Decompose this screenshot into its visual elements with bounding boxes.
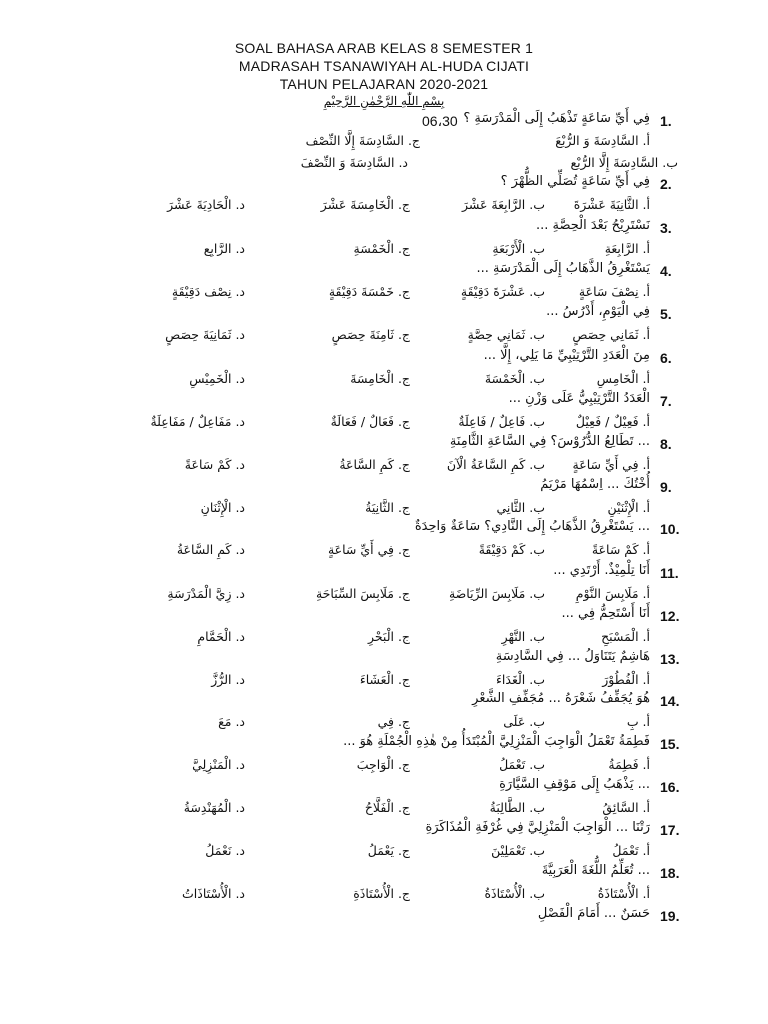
question-text: رَتْنَا ... الْوَاجِبَ الْمَنْزِلِيَّ فِي غُرْفَةِ الْمُذَاكَرَةِ: [425, 820, 650, 835]
answer-option[interactable]: ج. الْخَامِسَةَ: [350, 371, 410, 386]
question-text: مِنَ الْعَدَدِ التَّرْتِيْبِيِّ مَا يَلِي، إِلَّا ...: [483, 348, 650, 363]
option-row: [177, 542, 650, 557]
answer-option[interactable]: د. الرَّابِع: [203, 241, 245, 256]
question-number: 8.: [660, 436, 672, 452]
answer-option[interactable]: أ. تَعْمَلُ: [612, 843, 650, 858]
answer-option[interactable]: ج. الْعَشَاءَ: [359, 672, 410, 687]
answer-option[interactable]: ج. فِي أَيِّ سَاعَةٍ: [327, 542, 410, 557]
question-text: نَسْتَرِيْحُ بَعْدَ الْحِصَّةِ ...: [535, 218, 650, 233]
question-text: أَنَا تِلْمِيْذٌ. أَرْتَدِي ...: [553, 563, 650, 578]
answer-option[interactable]: د. كَمْ سَاعَةً: [184, 457, 245, 472]
answer-option[interactable]: ج. الْخَمْسَةِ: [353, 241, 410, 256]
question-text: ... تَطَالِعُ الدُّرُوْسَ؟ فِي السَّاعَةِ الثَّامِنَةِ: [449, 434, 650, 449]
option-row: [218, 714, 650, 729]
answer-option[interactable]: أ. فَعِيْلٌ / فَعِيْلٌ: [575, 414, 650, 429]
question-text: هَاشِمٌ يَتَنَاوَلُ ... فِي السَّادِسَةِ: [495, 649, 650, 664]
answer-option[interactable]: د. مَفَاعِلٌ / مَفَاعِلَةٌ: [150, 414, 245, 429]
answer-option[interactable]: ب. الْأُسْتَاذَةُ: [484, 886, 545, 901]
answer-option[interactable]: ب. تَعْمَلِيْنَ: [491, 843, 545, 858]
answer-option[interactable]: ب. الثَّانِي: [496, 500, 545, 515]
title-line-3: TAHUN PELAJARAN 2020-2021: [279, 76, 489, 92]
question-number: 1.: [660, 113, 672, 129]
answer-option[interactable]: أ. بِ: [626, 714, 650, 729]
answer-option[interactable]: أ. الْخَامِسِ: [596, 371, 650, 386]
answer-option[interactable]: أ. السَّادِسَةَ وَ الرُّبْعَ: [555, 133, 650, 148]
question-text: هُوَ يُجَفِّفُ شَعْرَهُ ... مُجَفِّفِ الشَّعْرِ: [472, 691, 650, 706]
question-text: فَطِمَةُ تَعْمَلُ الْوَاجِبَ الْمَنْزِلِيَّ الْمُبْتَدَأُ مِنْ هٰذِهِ الْجُمْلَةِ هُوَ ...: [343, 734, 650, 749]
option-row: [150, 414, 650, 429]
answer-option[interactable]: ب. الطَّالِبَةُ: [489, 800, 545, 815]
answer-option[interactable]: د. الْخَمِيْسِ: [189, 371, 245, 386]
answer-option[interactable]: ب. السَّادِسَةَ إِلَّا الرُّبْع: [570, 155, 678, 170]
answer-option[interactable]: ب. كَمِ السَّاعَةُ الْآنَ: [446, 457, 545, 472]
question-text: يَسْتَغْرِقُ الذَّهَابُ إِلَى الْمَدْرَسَةِ ...: [476, 261, 650, 276]
answer-option[interactable]: أ. الْإِثْنَيْنِ: [607, 500, 650, 515]
answer-option[interactable]: أ. الْفُطُوْرَ: [602, 672, 650, 687]
option-row: [205, 843, 650, 858]
answer-option[interactable]: أ. الرَّابِعَةِ: [604, 241, 650, 256]
question-number: 5.: [660, 306, 672, 322]
answer-option[interactable]: ب. الْخَمْسَةَ: [484, 371, 545, 386]
answer-option[interactable]: ج. الْبَحْرِ: [367, 629, 410, 644]
answer-option[interactable]: ج. الثَّانِيَةُ: [365, 500, 410, 515]
option-row: [167, 586, 650, 601]
answer-option[interactable]: د. الْأُسْتَاذَاتُ: [182, 886, 245, 901]
answer-option[interactable]: ج. الْوَاجِبَ: [356, 757, 410, 772]
question-text: فِي أَيِّ سَاعَةٍ تَذْهَبُ إِلَى الْمَدْرَسَةِ ؟: [463, 111, 650, 126]
question-text: أُخْتُكَ ... اِسْمُهَا مَرْيَمُ: [540, 477, 650, 492]
question-number: 9.: [660, 479, 672, 495]
option-row: [306, 133, 650, 148]
question-number: 11.: [660, 565, 679, 581]
answer-option[interactable]: أ. فِي أَيِّ سَاعَةٍ: [572, 457, 650, 472]
answer-option[interactable]: د. الْمُهَنْدِسَةُ: [183, 800, 245, 815]
question-number: 4.: [660, 263, 672, 279]
answer-option[interactable]: ج. ثَامِنَةَ حِصَصٍ: [331, 327, 410, 342]
option-row: [201, 500, 650, 515]
answer-option[interactable]: د. زِيَّ الْمَدْرَسَةِ: [167, 586, 245, 601]
answer-option[interactable]: ب. كَمْ دَقِيْقَةً: [478, 542, 545, 557]
answer-option[interactable]: ب. الْأَرْبَعَةِ: [492, 241, 545, 256]
answer-option[interactable]: ج. فَعَالٌ / فَعَالَةٌ: [330, 414, 410, 429]
answer-option[interactable]: د. السَّادِسَةَ وَ النِّصْفَ: [300, 155, 408, 170]
answer-option[interactable]: ب. عَلَى: [503, 714, 545, 729]
question-number: 7.: [660, 393, 672, 409]
question-number: 16.: [660, 779, 680, 795]
answer-option[interactable]: د. الْحَمَّامِ: [197, 629, 245, 644]
question-number: 12.: [660, 608, 680, 624]
option-row: [189, 371, 650, 386]
answer-option[interactable]: د. الْإِثْنَانِ: [200, 500, 245, 515]
option-row: [197, 629, 650, 644]
title-line-2: MADRASAH TSANAWIYAH AL-HUDA CIJATI: [238, 58, 530, 74]
question-text: الْعَدَدُ التَّرْتِيْبِيُّ عَلَى وَزْنِ ...: [508, 391, 650, 406]
question-text: ... يَذْهَبُ إِلَى مَوْقِفِ السَّيَّارَةِ: [499, 777, 650, 792]
question-number: 18.: [660, 865, 680, 881]
answer-option[interactable]: د. ثَمَانِيَةَ حِصَصٍ: [165, 327, 245, 342]
answer-option[interactable]: د. نَعْمَلُ: [205, 843, 245, 858]
answer-option[interactable]: د. الْحَادِيَةَ عَشْرَ: [167, 197, 245, 212]
question-number: 13.: [660, 651, 680, 667]
answer-option[interactable]: ج. الْخَامِسَةَ عَشْرَ: [320, 197, 410, 212]
answer-option[interactable]: د. كَمِ السَّاعَةُ: [176, 542, 245, 557]
question-text: ... يَسْتَغْرِقُ الذَّهَابُ إِلَى النَّادِي؟ سَاعَةٌ وَاحِدَةٌ: [414, 519, 650, 534]
answer-option[interactable]: ب. الْغَدَاءَ: [496, 672, 545, 687]
option-row: [192, 757, 650, 772]
title-line-1: SOAL BAHASA ARAB KELAS 8 SEMESTER 1: [234, 40, 534, 56]
question-number: 15.: [660, 736, 680, 752]
basmala: بِسْمِ اللّٰهِ الرَّحْمٰنِ الرَّحِيْمِ: [323, 94, 445, 108]
question-text: حَسَنٌ ... أَمَامَ الْفَصْلِ: [537, 906, 650, 921]
answer-option[interactable]: أ. السَّائِقُ: [602, 800, 650, 815]
option-row: [172, 284, 650, 299]
option-row: [185, 457, 650, 472]
question-number: 10.: [660, 521, 680, 537]
question-number: 6.: [660, 350, 672, 366]
answer-option[interactable]: أ. نِصْفَ سَاعَةٍ: [578, 284, 650, 299]
answer-option[interactable]: أ. مَلَابِسَ النَّوْمِ: [575, 586, 650, 601]
answer-option[interactable]: د. الرُّزَّ: [211, 672, 245, 687]
answer-option[interactable]: ج. كَمِ السَّاعَةُ: [339, 457, 410, 472]
answer-option[interactable]: أ. الْأُسْتَاذَةُ: [597, 886, 650, 901]
option-row: [165, 327, 650, 342]
answer-option[interactable]: ج. السَّادِسَةَ إِلَّا النِّصْف: [305, 133, 420, 148]
option-row: [204, 241, 650, 256]
answer-option[interactable]: ج. يَعْمَلُ: [367, 843, 410, 858]
question-number: 3.: [660, 220, 672, 236]
answer-option[interactable]: أ. كَمْ سَاعَةً: [591, 542, 650, 557]
question-number: 17.: [660, 822, 680, 838]
answer-option[interactable]: ج. مَلَابِسَ السِّبَاحَةِ: [315, 586, 410, 601]
answer-option[interactable]: ب. ثَمَانِي حِصَّةٍ: [467, 327, 545, 342]
answer-option[interactable]: د. الْمَنْزِلِيَّ: [192, 757, 245, 772]
answer-option[interactable]: ج. الْفَلَّاحُ: [364, 800, 410, 815]
option-row: [211, 672, 650, 687]
answer-option[interactable]: أ. الْمَسْبَحِ: [601, 629, 650, 644]
answer-option[interactable]: ج. خَمْسَةَ دَقِيْقَةٍ: [328, 284, 410, 299]
answer-option[interactable]: د. مَعَ: [218, 714, 245, 729]
question-text: فِي أَيِّ سَاعَةٍ تُصَلِّي الظُّهْرَ ؟: [500, 174, 650, 189]
answer-option[interactable]: د. نِصْف دَقِيْقَةٍ: [171, 284, 245, 299]
answer-option[interactable]: ب. الرَّابِعَةَ عَشْرَ: [461, 197, 545, 212]
option-row: [184, 800, 650, 815]
option-row: [167, 197, 650, 212]
question-text: أَنَا أَسْتَحِمُّ فِي ...: [561, 606, 650, 621]
handwritten-answer: 06،30: [422, 113, 458, 129]
question-number: 19.: [660, 908, 680, 924]
answer-option[interactable]: ب. النَّهْرِ: [501, 629, 545, 644]
answer-option[interactable]: ب. تَعْمَلُ: [499, 757, 545, 772]
question-number: 14.: [660, 693, 680, 709]
option-row: [182, 886, 650, 901]
answer-option[interactable]: ب. فَاعِلٌ / فَاعِلَةٌ: [458, 414, 545, 429]
answer-option[interactable]: أ. ثَمَانِي حِصَصٍ: [572, 327, 650, 342]
option-row: [301, 155, 678, 170]
answer-option[interactable]: ب. عَشْرَةَ دَقِيْقَةٍ: [460, 284, 545, 299]
answer-option[interactable]: أ. فَطِمَةُ: [608, 757, 650, 772]
question-text: ... تُعَلِّمُ اللُّغَةَ الْعَرَبِيَّةَ: [541, 863, 650, 878]
answer-option[interactable]: ج. الْأُسْتَاذَةِ: [353, 886, 410, 901]
answer-option[interactable]: ج. فِي: [377, 714, 410, 729]
question-number: 2.: [660, 176, 672, 192]
answer-option[interactable]: أ. الثَّانِيَةَ عَشْرَةَ: [573, 197, 650, 212]
question-text: فِي الْيَوْمِ، أَدْرُسُ ...: [546, 304, 650, 319]
answer-option[interactable]: ب. مَلَابِسَ الرِّيَاضَةِ: [448, 586, 545, 601]
